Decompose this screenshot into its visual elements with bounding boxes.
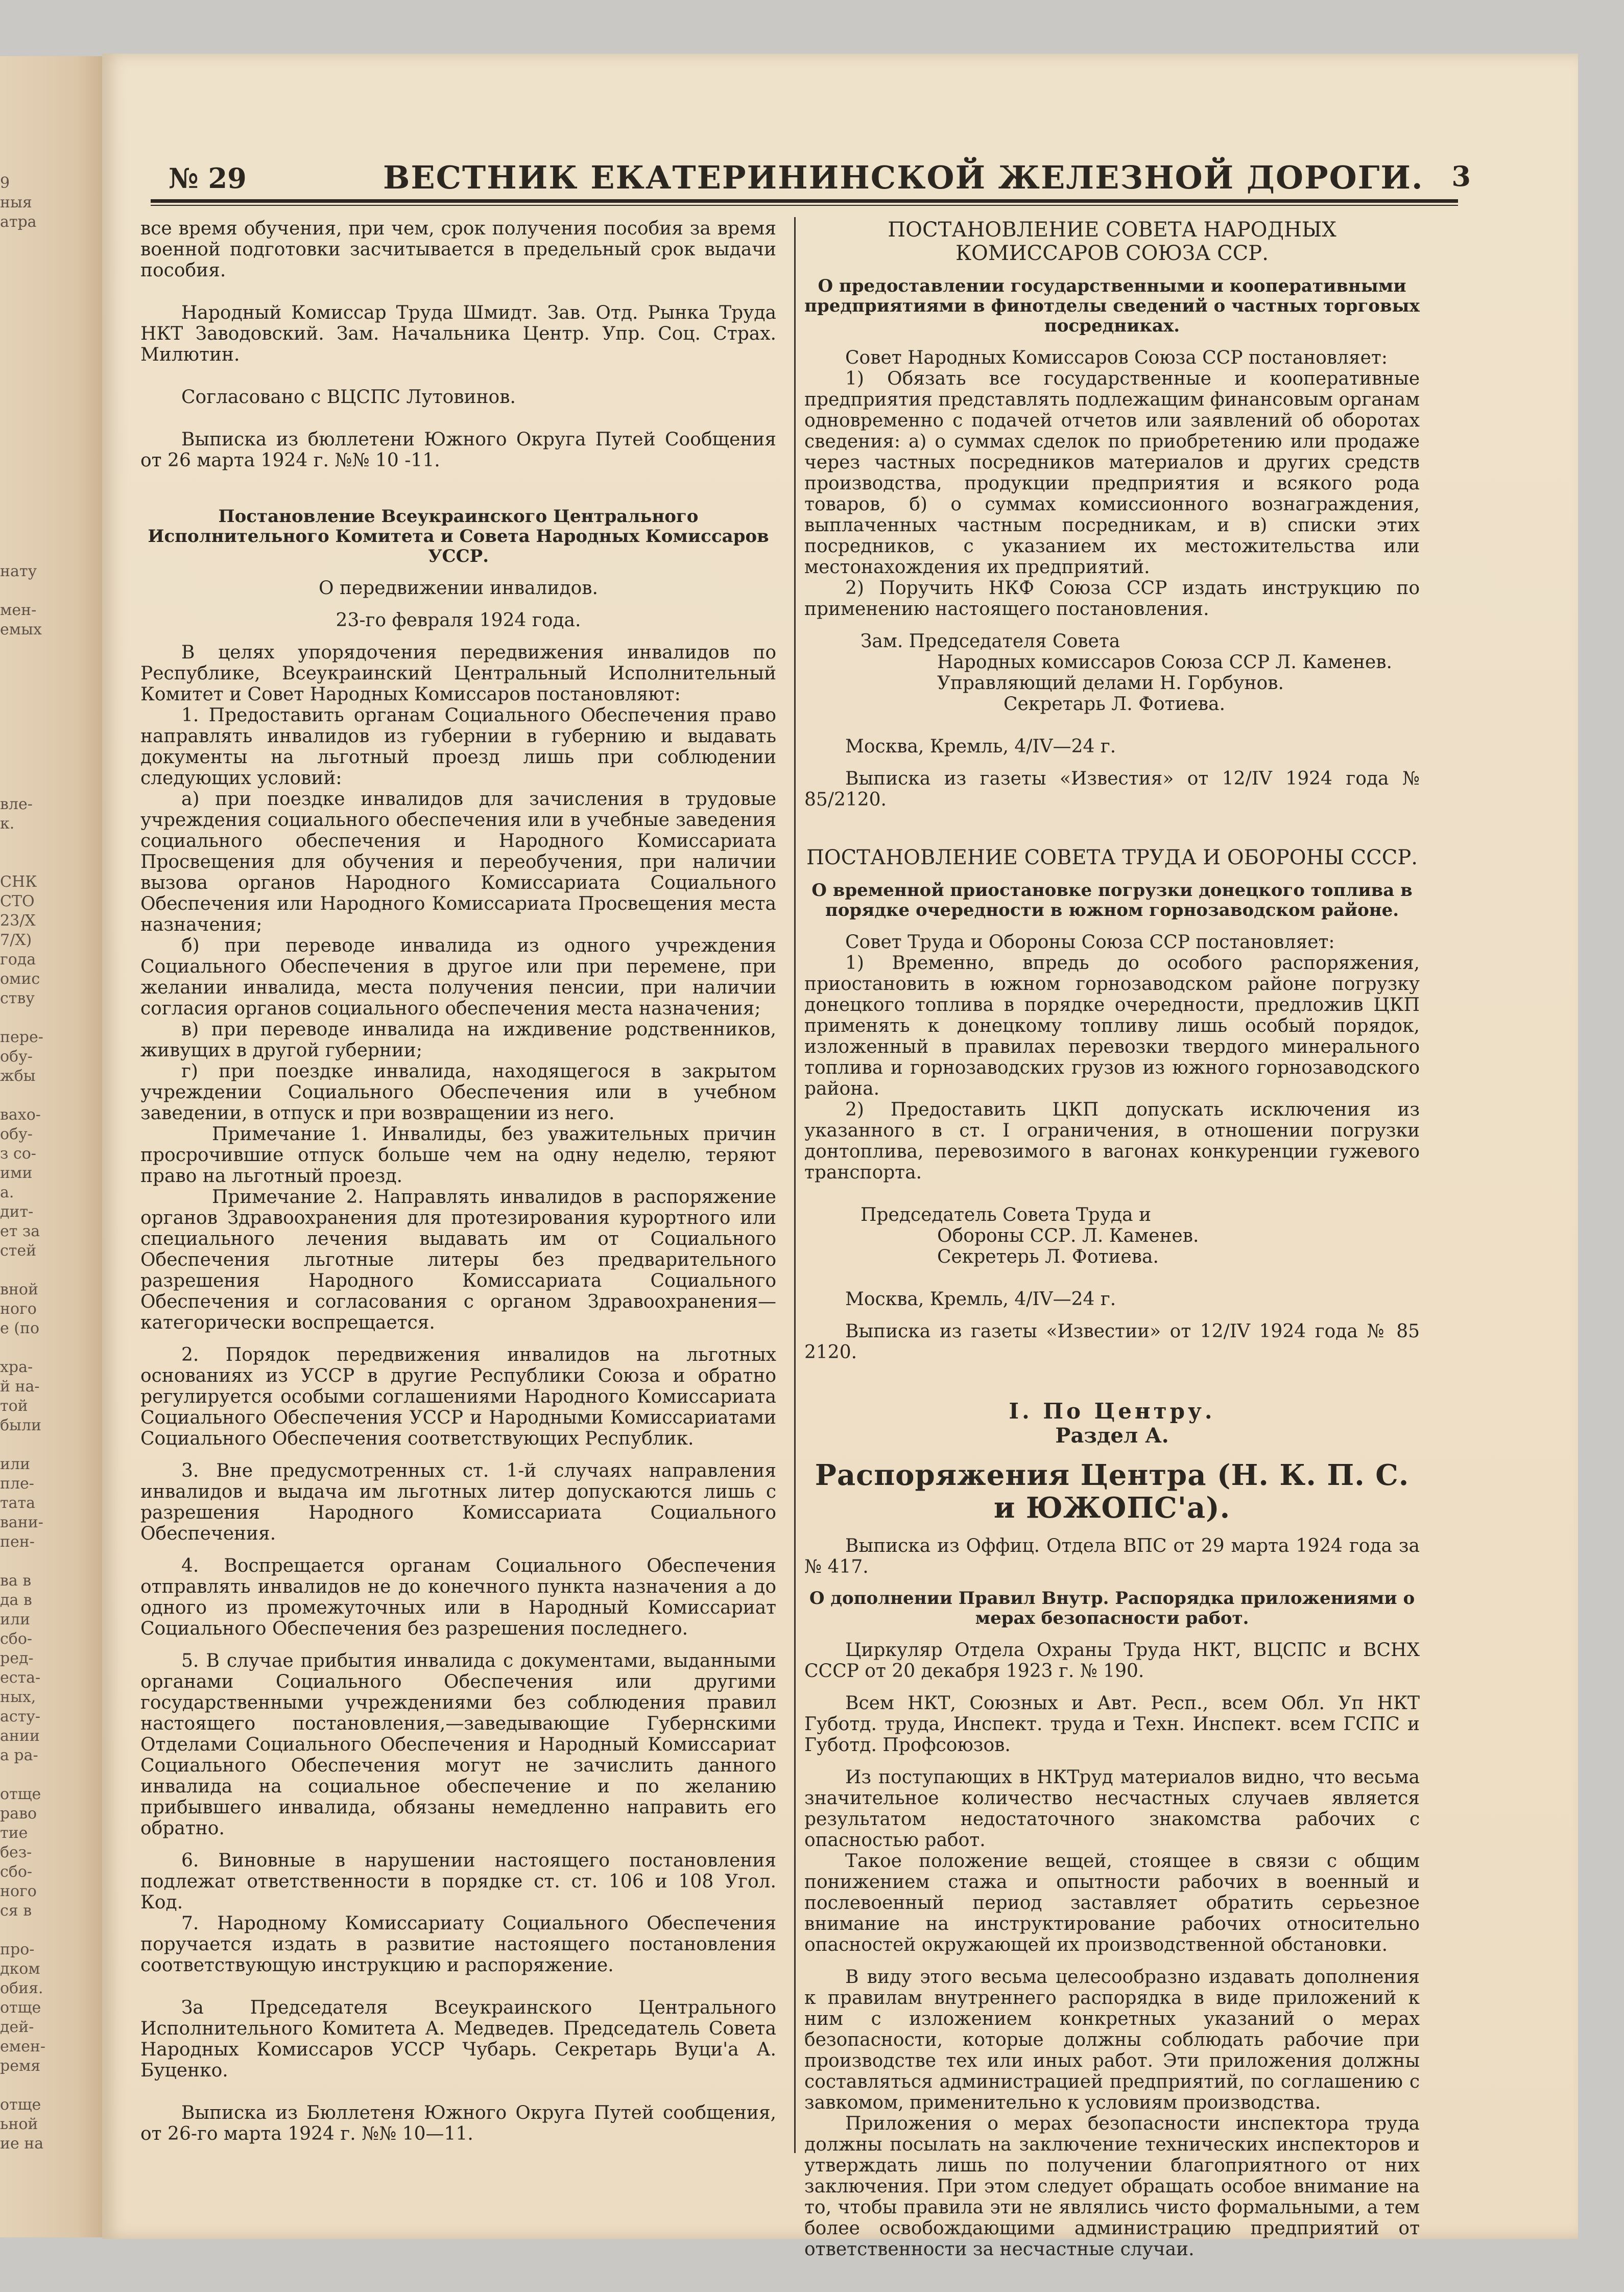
prev-page-fragment: СНК <box>0 873 37 891</box>
decree-item-7: 7. Народному Комиссариату Социального Обеспечения поручается издать в развитие настоящего постановления соответствующую инструкцию и распоряжение. <box>140 1913 776 1976</box>
sto-subject: О временной приостановке погрузки донецкого топлива в порядке очередности в южном горнозаводском районе. <box>811 880 1413 920</box>
prev-page-fragment: отще <box>0 1785 41 1803</box>
addressees: Всем НКТ, Союзных и Авт. Респ., всем Обл. Уп НКТ Губотд. труда, Инспект. труда и Техн. Инспект. всем ГСПС и Губотд. Профсоюзов. <box>804 1693 1420 1756</box>
newspaper-title: ВЕСТНИК ЕКАТЕРИНИНСКОЙ ЖЕЛЕЗНОЙ ДОРОГИ. <box>383 159 1424 196</box>
prev-page-fragment: без- <box>0 1844 32 1861</box>
prev-page-fragment: 9 <box>0 174 10 192</box>
prev-page-fragment: тие <box>0 1824 28 1842</box>
prev-page-fragment: дей- <box>0 2018 34 2036</box>
prev-page-fragment: тата <box>0 1494 35 1512</box>
prev-page-fragment: ании <box>0 1727 40 1745</box>
prev-page-fragment: емен- <box>0 2038 45 2055</box>
rules-para-1: Из поступающих в НКТруд материалов видно, что весьма значительное количество несчастных случаев является результатом недостаточного знакомства рабочих с опасностью работ. <box>804 1767 1420 1851</box>
signatures-labour: Народный Комиссар Труда Шмидт. Зав. Отд. Рынка Труда НКТ Заводовский. Зам. Начальника Центр. Упр. Соц. Страх. Милютин. <box>140 302 776 365</box>
prev-page-fragment: ьной <box>0 2115 38 2133</box>
prev-page-fragment: ныя <box>0 194 32 211</box>
prev-page-fragment: ие на <box>0 2135 44 2153</box>
decree-item-1g: г) при поездке инвалида, находящегося в закрытом учреждении Социального Обеспечения или в учебном заведении, в отпуск и при возвращении из него. <box>140 1061 776 1124</box>
prev-page-fragment: вани- <box>0 1514 43 1531</box>
decree-preamble: В целях упорядочения передвижения инвалидов по Республике, Всеукраинский Центральный Исполнительный Комитет и Совет Народных Комиссаров постановляют: <box>140 642 776 705</box>
decree-item-1v: в) при переводе инвалида на иждивение родственников, живущих в другой губернии; <box>140 1019 776 1061</box>
decree-heading: Постановление Всеукраинского Центрального Исполнительного Комитета и Совета Народных Комиссаров УССР. <box>148 506 769 566</box>
section-orders-title: Распоряжения Центра (Н. К. П. С. и ЮЖОПС'а). <box>815 1458 1410 1525</box>
decree-item-4: 4. Воспрещается органам Социального Обеспечения отправлять инвалидов не до конечного пункта назначения а до одного из промежуточных или в Народный Комиссариат Социального Обеспечения без разрешения последнего. <box>140 1555 776 1639</box>
decree-item-1: 1. Предоставить органам Социального Обеспечения право направлять инвалидов из губернии в губернию и выдавать документы на льготный проезд лишь при соблюдении следующих условий: <box>140 705 776 789</box>
prev-page-fragment: ству <box>0 989 35 1007</box>
sovnarkom-item-1: 1) Обязать все государственные и кооперативные предприятия представлять подлежащим финансовым органам одновременно с подачей отчетов или заявлений об оборотах сведения: а) о суммах сделок по приобретению или продаже через частных посредников материалов и других средств производства, продукции предприятия и всякого рода товаров, б) о суммах комиссионного вознаграждения, выплаченных частным посредникам, и в) списки этих посредников, с указанием их местожительства или местонахождения их предприятий. <box>804 368 1420 578</box>
header-rule-thick <box>151 199 1458 203</box>
prev-page-fragment: ред- <box>0 1649 34 1667</box>
prev-page-fragment: ных, <box>0 1688 36 1706</box>
prev-page-fragment: нату <box>0 562 37 580</box>
offic-extract: Выписка из Оффиц. Отдела ВПС от 29 марта 1924 года за № 417. <box>804 1535 1420 1577</box>
prev-page-fragment: дком <box>0 1960 40 1978</box>
prev-page-fragment: жбы <box>0 1067 36 1085</box>
rules-para-2: Такое положение вещей, стоящее в связи с общим понижением стажа и опытности рабочих в военный и послевоенный период заставляет обратить серьезное внимание на инструктирование рабочих относительно опасностей окружающей их производственной обстановки. <box>804 1851 1420 1955</box>
prev-page-fragment: дит- <box>0 1203 34 1221</box>
prev-page-fragment: пере- <box>0 1028 43 1046</box>
prev-page-fragment: были <box>0 1416 41 1434</box>
sovnarkom-subject: О предоставлении государственными и кооперативными предприятиями в финотделы сведений о частных торговых посредниках. <box>804 276 1420 336</box>
prev-page-fragment: отще <box>0 2096 41 2114</box>
section-center: I. По Центру. <box>1009 1399 1215 1424</box>
header-rule-thin <box>151 205 1458 206</box>
prev-page-fragment: ного <box>0 1300 37 1318</box>
prev-page-fragment: 23/X <box>0 912 36 930</box>
prev-page-fragment: ими <box>0 1164 33 1182</box>
decree-subject: О передвижении инвалидов. <box>318 578 598 599</box>
prev-page-fragment: асту- <box>0 1708 41 1726</box>
page-header <box>169 156 1507 197</box>
prev-page-fragment: емых <box>0 621 42 639</box>
prev-page-fragment: ся в <box>0 1902 32 1920</box>
decree-item-6: 6. Виновные в нарушении настоящего постановления подлежат ответственности в порядке ст. ст. 106 и 108 Угол. Код. <box>140 1850 776 1913</box>
prev-page-fragment: еста- <box>0 1669 41 1687</box>
prev-page-fragment: вной <box>0 1281 38 1298</box>
column-divider <box>794 217 796 2153</box>
sovnarkom-preamble: Совет Народных Комиссаров Союза ССР постановляет: <box>845 347 1388 368</box>
prev-page-fragment: й на- <box>0 1378 40 1396</box>
sto-sign-2: Обороны ССР. Л. Каменев. <box>937 1225 1199 1246</box>
section-a: Раздел А. <box>1055 1424 1169 1448</box>
sovnarkom-heading: ПОСТАНОВЛЕНИЕ СОВЕТА НАРОДНЫХ КОМИССАРОВ СОЮЗА ССР. <box>888 218 1336 265</box>
prev-page-fragment: омис <box>0 970 40 988</box>
prev-page-fragment: а ра- <box>0 1746 38 1764</box>
prev-page-fragment: отще <box>0 1999 41 2017</box>
previous-page-edge <box>0 56 110 2237</box>
prev-page-fragment: 7/X) <box>0 931 32 949</box>
rules-para-4: Приложения о мерах безопасности инспектора труда должны посылать на заключение технических инспекторов и утверждать лишь по получении благоприятного от них заключения. При этом следует обращать особое внимание на то, чтобы правила эти не являлись чисто формальными, а тем более освобождающими администрацию предприятий от ответственности за несчастные случаи. <box>804 2113 1420 2260</box>
extract-line-2: Выписка из Бюллетеня Южного Округа Путей сообщения, от 26-го марта 1924 г. №№ 10—11. <box>140 2102 776 2144</box>
sovnarkom-sign-3: Управляющий делами Н. Горбунов. <box>937 673 1284 694</box>
sto-preamble: Совет Труда и Обороны Союза ССР постановляет: <box>845 932 1335 953</box>
sto-heading: ПОСТАНОВЛЕНИЕ СОВЕТА ТРУДА И ОБОРОНЫ СССР. <box>806 846 1418 869</box>
prev-page-fragment: пен- <box>0 1533 35 1551</box>
right-column <box>804 218 1420 2260</box>
page-number: 3 <box>1451 160 1471 193</box>
prev-page-fragment: обу- <box>0 1048 33 1066</box>
sto-item-2: 2) Предоставить ЦКП допускать исключения из указанного в ст. I ограничения, в отношении погрузки донтоплива, перевозимого в вагонах конкуренции гужевого транспорта. <box>804 1099 1420 1183</box>
issue-number: № 29 <box>169 162 247 195</box>
sovnarkom-sign-2: Народных комиссаров Союза ССР Л. Каменев. <box>937 652 1392 673</box>
prev-page-fragment: года <box>0 951 36 968</box>
sovnarkom-place: Москва, Кремль, 4/IV—24 г. <box>845 736 1116 757</box>
circular-line: Циркуляр Отдела Охраны Труда НКТ, ВЦСПС и ВСНХ СССР от 20 декабря 1923 г. № 190. <box>804 1640 1420 1682</box>
sovnarkom-sign-1: Зам. Председателя Совета <box>861 631 1120 652</box>
decree-item-3: 3. Вне предусмотренных ст. 1-й случаях направления инвалидов и выдача им льготных литер допускаются лишь с разрешения Народного Комиссариата Социального Обеспечения. <box>140 1460 776 1544</box>
sovnarkom-sign-4: Секретарь Л. Фотиева. <box>1004 694 1226 715</box>
prev-page-fragment: хра- <box>0 1358 33 1376</box>
prev-page-fragment: ет за <box>0 1222 40 1240</box>
decree-item-1b: б) при переводе инвалида из одного учреждения Социального Обеспечения в другое или при перемене, при желании инвалида, места получения пенсии, при наличии согласия органов социального обеспечения места назначения; <box>140 935 776 1019</box>
sto-place: Москва, Кремль, 4/IV—24 г. <box>845 1289 1116 1310</box>
decree-date: 23-го февраля 1924 года. <box>336 610 581 631</box>
sto-sign-1: Председатель Совета Труда и <box>861 1204 1152 1225</box>
prev-page-fragment: или <box>0 1611 31 1628</box>
decree-note-1: Примечание 1. Инвалиды, без уважительных причин просрочившие отпуск больше чем на одну неделю, теряют право на льготный проезд. <box>140 1124 776 1187</box>
decree-item-1a: а) при поездке инвалидов для зачисления в трудовые учреждения социального обеспечения или в учебные заведения социального обеспечения и Народного Комиссариата Просвещения для обучения и переобучения, при наличии вызова органов Народного Комиссариата Социального Обеспечения или Народного Комиссариата Просвещения места назначения; <box>140 789 776 935</box>
decree-item-2: 2. Порядок передвижения инвалидов на льготных основаниях из УССР в другие Республики Союза и обратно регулируется особыми соглашениями Народного Комиссариата Социального Обеспечения УССР и Народными Комиссариатами Социального Обеспечения соответствующих Республик. <box>140 1344 776 1449</box>
intro-paragraph: все время обучения, при чем, срок получения пособия за время военной подготовки засчитывается в предельный срок выдачи пособия. <box>140 218 776 281</box>
decree-note-2: Примечание 2. Направлять инвалидов в распоряжение органов Здравоохранения для протезирования курортного или специального лечения выдавать им от Социального Обеспечения льготные литеры без предварительного разрешения Народного Комиссариата Социального Обеспечения и согласования с органом Здравоохранения—категорически воспрещается. <box>140 1187 776 1333</box>
prev-page-fragment: про- <box>0 1941 35 1958</box>
prev-page-fragment: ного <box>0 1882 37 1900</box>
sovnarkom-extract: Выписка из газеты «Известия» от 12/IV 1924 года № 85/2120. <box>804 768 1420 810</box>
extract-line-1: Выписка из бюллетени Южного Округа Путей Сообщения от 26 марта 1924 г. №№ 10 -11. <box>140 429 776 471</box>
decree-signatures: За Председателя Всеукраинского Центрального Исполнительного Комитета А. Медведев. Председатель Совета Народных Комиссаров УССР Чубарь. Секретарь Вуци'а А. Буценко. <box>140 1997 776 2081</box>
prev-page-fragment: вле- <box>0 795 33 813</box>
sto-item-1: 1) Временно, впредь до особого распоряжения, приостановить в южном горнозаводском районе погрузку донецкого топлива в порядке очередности, предложив ЦКП применять к донецкому топливу лишь особый порядок, изложенный в правилах перевозки твердого минерального топлива и горнозаводских грузов из южного горнозаводского района. <box>804 953 1420 1099</box>
prev-page-fragment: да в <box>0 1591 32 1609</box>
prev-page-fragment: СТО <box>0 892 35 910</box>
prev-page-fragment: стей <box>0 1242 37 1260</box>
newspaper-page <box>102 54 1578 2260</box>
prev-page-fragment: к. <box>0 815 15 833</box>
sto-extract: Выписка из газеты «Известии» от 12/IV 1924 года № 85 2120. <box>804 1321 1420 1363</box>
left-column <box>140 218 776 2144</box>
prev-page-fragment: сбо- <box>0 1630 33 1648</box>
prev-page-fragment: е (по <box>0 1319 40 1337</box>
sovnarkom-item-2: 2) Поручить НКФ Союза ССР издать инструкцию по применению настоящего постановления. <box>804 578 1420 620</box>
rules-para-3: В виду этого весьма целесообразно издавать дополнения к правилам внутреннего распорядка в виде приложений к ним с изложением конкретных указаний о мерах безопасности, которые должны соблюдать рабочие при производстве тех или иных работ. Эти приложения должны составляться администрацией предприятий, по соглашению с завкомом, применительно к условиям производства. <box>804 1967 1420 2113</box>
prev-page-fragment: обу- <box>0 1125 33 1143</box>
prev-page-fragment: вахо- <box>0 1106 41 1124</box>
prev-page-fragment: ремя <box>0 2057 41 2075</box>
sto-sign-3: Секретерь Л. Фотиева. <box>937 1246 1159 1267</box>
prev-page-fragment: сбо- <box>0 1863 33 1881</box>
decree-item-5: 5. В случае прибытия инвалида с документами, выданными органами Социального Обеспечения или другими государственными учреждениями без соблюдения правил настоящего постановления,—заведывающие Губернскими Отделами Социального Обеспечения и Народный Комиссариат Социального Обеспечения могут не зачислить данного инвалида на социальное обеспечение и по желанию прибывшего инвалида, обязаны немедленно направить его обратно. <box>140 1650 776 1839</box>
prev-page-fragment: обия. <box>0 1979 43 1997</box>
rules-subject: О дополнении Правил Внутр. Распорядка приложениями о мерах безопасности работ. <box>809 1588 1415 1628</box>
prev-page-fragment: пле- <box>0 1475 34 1493</box>
prev-page-fragment: з со- <box>0 1145 36 1163</box>
prev-page-fragment: раво <box>0 1805 37 1823</box>
prev-page-fragment: мен- <box>0 601 37 619</box>
prev-page-fragment: атра <box>0 213 37 231</box>
prev-page-fragment: той <box>0 1397 28 1415</box>
agreed-line: Согласовано с ВЦСПС Лутовинов. <box>181 387 516 408</box>
prev-page-fragment: а. <box>0 1184 14 1201</box>
prev-page-fragment: или <box>0 1455 31 1473</box>
prev-page-fragment: ва в <box>0 1572 32 1590</box>
